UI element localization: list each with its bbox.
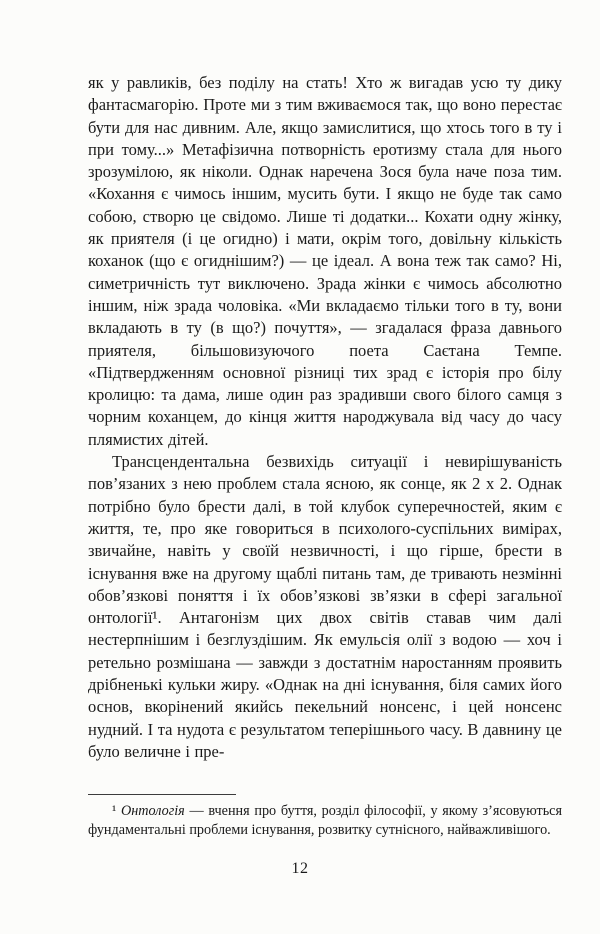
main-text xyxy=(88,72,562,763)
footnote-text: — вчення про буття, розділ філософії, у якому з’ясовуються фундаментальні проблеми існування, розвитку сутнісного, найважливішого. xyxy=(88,803,563,838)
footnote xyxy=(88,802,562,840)
paragraph: Трансцендентальна безвихідь ситуації і невирішуваність пов’язаних з нею проблем стала ясною, як сонце, як 2 х 2. Однак потрібно було брести далі, в той клубок суперечностей, яким є життя, те, про яке говориться в психолого-суспільних вимірах, звичайне, навіть у своїй незвичності, і що гірше, брести в існування вже на другому щаблі питань там, де тривають незмінні обов’язкові поняття і їх обов’язкові зв’язки в сфері загальної онтології¹. Антагонізм цих двох світів ставав чим далі нестерпнішим і безглуздішим. Як емульсія олії з водою — хоч і ретельно розмішана — завжди з достатнім наростанням проявить дрібненькі кульки жиру. «Однак на дні існування, біля самих його основ, вкорінений якийсь пекельний нонсенс, і цей нонсенс нудний. І та нудота є результатом теперішнього часу. В давнину це було величне і пре- xyxy=(88,452,562,761)
footnote-block xyxy=(88,794,562,840)
paragraph-continuation: як у равликів, без поділу на стать! Хто ж вигадав усю ту дику фантасмагорію. Проте ми з тим вживаємося так, що воно перестає бути для нас дивним. Але, якщо замислитися, що хтось того в ту і при тому...» Метафізична потворність еротизму стала для нього зрозумілою, як ніколи. Однак наречена Зося була наче поза тим. «Кохання є чимось іншим, мусить бути. І якщо не буде так само собою, створю це свідомо. Лише ті додатки... Кохати одну жінку, як приятеля (і це огидно) і мати, окрім того, довільну кількість коханок (що є огиднішим?) — це ідеал. А вона теж так само? Ні, симетричність тут виключено. Зрада жінки є чимось абсолютно іншим, ніж зрада чоловіка. «Ми вкладаємо тільки того в ту, вони вкладають в ту (в що?) почуття», — згадалася фраза давнього приятеля, більшовизуючого поета Саєтана Темпе. «Підтвердженням основної різниці тих зрад є історія про білу кролицю: та дама, лише один раз зрадивши свого білого самця з чорним коханцем, до кінця життя народжувала від часу до часу плямистих дітей. xyxy=(88,73,562,449)
page-number: 12 xyxy=(291,860,309,877)
footnote-separator xyxy=(88,794,236,795)
footnote-term: Онтологія xyxy=(120,803,185,819)
footnote-marker: ¹ xyxy=(112,803,117,819)
